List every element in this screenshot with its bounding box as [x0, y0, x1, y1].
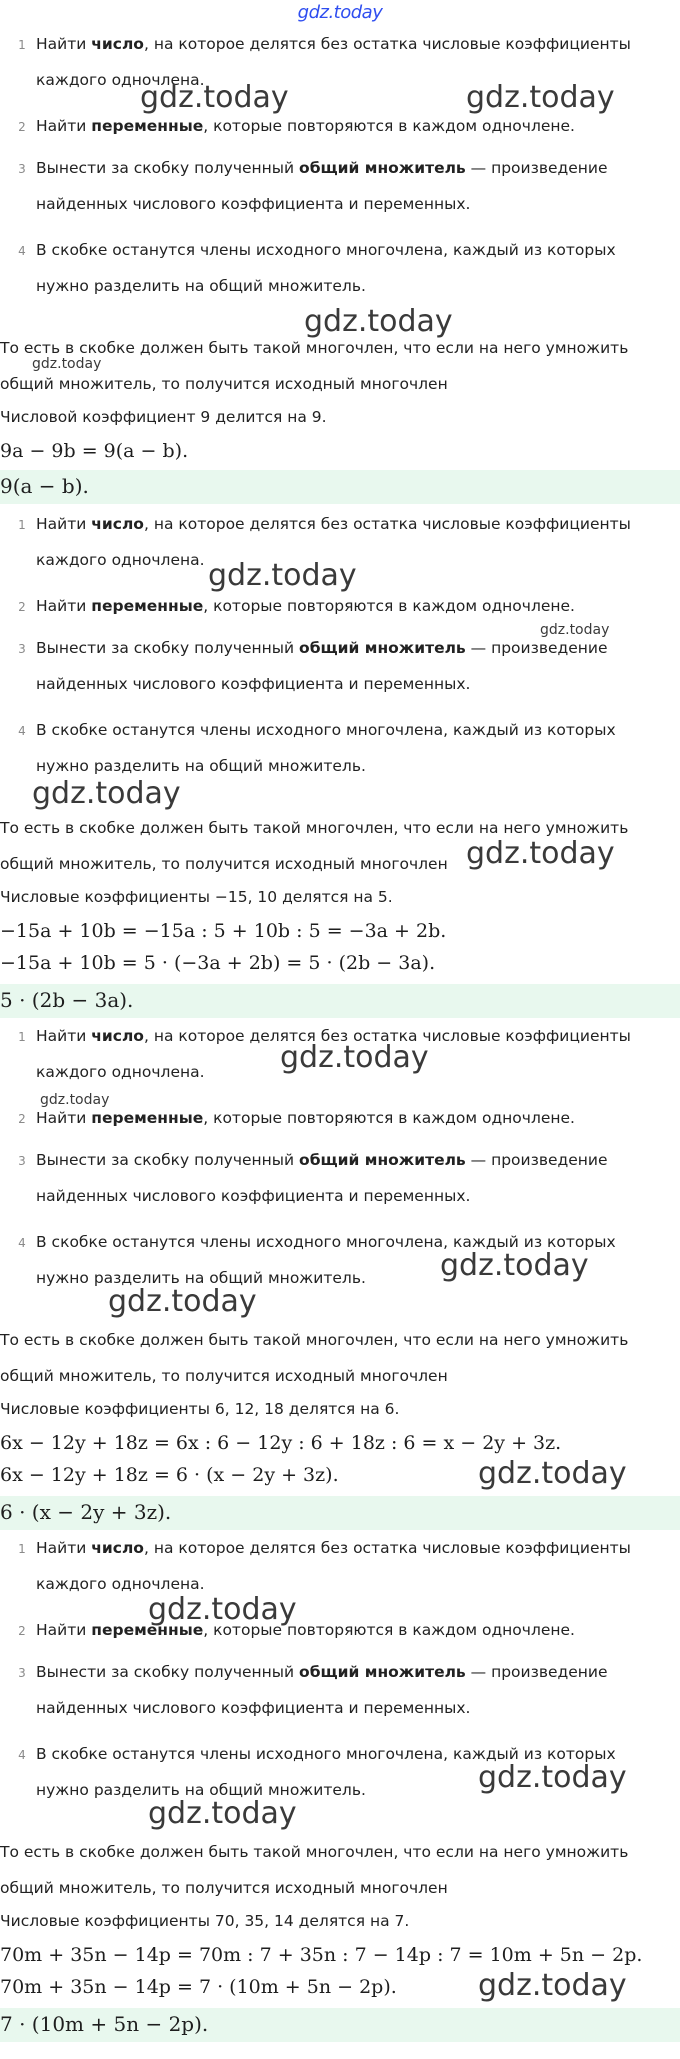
watermark: gdz.today [440, 1248, 589, 1283]
answer-box [0, 984, 680, 1018]
watermark: gdz.today [108, 1284, 257, 1319]
coefficient-text: Числовые коэффициенты −15, 10 делятся на 5. [0, 888, 393, 906]
step-text: Найти число, на которое делятся без остатка числовые коэффициенты каждого одночлена. [36, 1539, 631, 1593]
step-text: Найти число, на которое делятся без остатка числовые коэффициенты каждого одночлена. [36, 1027, 631, 1081]
step-number: 4 [18, 724, 26, 738]
step-number: 3 [18, 642, 26, 656]
coefficient-text: Числовые коэффициенты 6, 12, 18 делятся на 6. [0, 1400, 400, 1418]
explanation-text: То есть в скобке должен быть такой многочлен, что если на него умножить общий множитель, то получится исходный многочлен [0, 1331, 629, 1385]
watermark: gdz.today [478, 1760, 627, 1795]
watermark: gdz.today [40, 1092, 110, 1108]
step-text: Найти число, на которое делятся без остатка числовые коэффициенты каждого одночлена. [36, 35, 631, 89]
math-line: 6x − 12y + 18z = 6x : 6 − 12y : 6 + 18z : 6 = x − 2y + 3z. [0, 1432, 562, 1454]
watermark: gdz.today [304, 304, 453, 339]
step-text: Найти переменные, которые повторяются в каждом одночлене. [36, 117, 575, 135]
math-line: −15a + 10b = −15a : 5 + 10b : 5 = −3a + 2b. [0, 920, 447, 942]
step-text: Вынести за скобку полученный общий множитель — произведение найденных числового коэффициента и переменных. [36, 639, 608, 693]
watermark: gdz.today [540, 622, 610, 638]
answer-text: 9(a − b). [0, 474, 89, 498]
step-number: 2 [18, 600, 26, 614]
step-number: 4 [18, 244, 26, 258]
step-text: В скобке останутся члены исходного многочлена, каждый из которых нужно разделить на общий множитель. [36, 1745, 616, 1799]
step-number: 1 [18, 518, 26, 532]
answer-box [0, 1496, 680, 1530]
step-number: 1 [18, 1542, 26, 1556]
watermark: gdz.today [148, 1592, 297, 1627]
step-number: 3 [18, 1666, 26, 1680]
step-number: 3 [18, 162, 26, 176]
step-number: 3 [18, 1154, 26, 1168]
watermark-top: gdz.today [297, 2, 383, 23]
math-line: 70m + 35n − 14p = 7 · (10m + 5n − 2p). [0, 1976, 397, 1998]
watermark: gdz.today [148, 1796, 297, 1831]
watermark: gdz.today [478, 1968, 627, 2003]
step-text: Найти число, на которое делятся без остатка числовые коэффициенты каждого одночлена. [36, 515, 631, 569]
step-text: В скобке останутся члены исходного многочлена, каждый из которых нужно разделить на общий множитель. [36, 241, 616, 295]
watermark: gdz.today [208, 558, 357, 593]
step-text: Вынести за скобку полученный общий множитель — произведение найденных числового коэффициента и переменных. [36, 1663, 608, 1717]
step-number: 1 [18, 38, 26, 52]
step-text: В скобке останутся члены исходного многочлена, каждый из которых нужно разделить на общий множитель. [36, 1233, 616, 1287]
math-line: −15a + 10b = 5 · (−3a + 2b) = 5 · (2b − 3a). [0, 952, 436, 974]
step-text: Вынести за скобку полученный общий множитель — произведение найденных числового коэффициента и переменных. [36, 159, 608, 213]
answer-text: 6 · (x − 2y + 3z). [0, 1500, 172, 1524]
answer-text: 7 · (10m + 5n − 2p). [0, 2012, 209, 2036]
answer-box [0, 2008, 680, 2042]
explanation-text: То есть в скобке должен быть такой многочлен, что если на него умножить общий множитель, то получится исходный многочлен [0, 339, 629, 393]
math-line: 70m + 35n − 14p = 70m : 7 + 35n : 7 − 14p : 7 = 10m + 5n − 2p. [0, 1944, 643, 1966]
step-text: Найти переменные, которые повторяются в каждом одночлене. [36, 1109, 575, 1127]
step-number: 2 [18, 1112, 26, 1126]
step-text: Найти переменные, которые повторяются в каждом одночлене. [36, 1621, 575, 1639]
coefficient-text: Числовые коэффициенты 70, 35, 14 делятся на 7. [0, 1912, 410, 1930]
math-line: 9a − 9b = 9(a − b). [0, 440, 189, 462]
explanation-text: То есть в скобке должен быть такой многочлен, что если на него умножить общий множитель, то получится исходный многочлен [0, 819, 629, 873]
answer-text: 5 · (2b − 3a). [0, 988, 134, 1012]
coefficient-text: Числовой коэффициент 9 делится на 9. [0, 408, 327, 426]
step-text: Вынести за скобку полученный общий множитель — произведение найденных числового коэффициента и переменных. [36, 1151, 608, 1205]
watermark: gdz.today [280, 1040, 429, 1075]
step-number: 1 [18, 1030, 26, 1044]
watermark: gdz.today [140, 80, 289, 115]
answer-box [0, 470, 680, 504]
watermark: gdz.today [466, 80, 615, 115]
step-text: Найти переменные, которые повторяются в каждом одночлене. [36, 597, 575, 615]
step-number: 4 [18, 1748, 26, 1762]
explanation-text: То есть в скобке должен быть такой многочлен, что если на него умножить общий множитель, то получится исходный многочлен [0, 1843, 629, 1897]
watermark: gdz.today [32, 356, 102, 372]
step-number: 4 [18, 1236, 26, 1250]
watermark: gdz.today [478, 1456, 627, 1491]
step-number: 2 [18, 1624, 26, 1638]
step-text: В скобке останутся члены исходного многочлена, каждый из которых нужно разделить на общий множитель. [36, 721, 616, 775]
step-number: 2 [18, 120, 26, 134]
math-line: 6x − 12y + 18z = 6 · (x − 2y + 3z). [0, 1464, 339, 1486]
watermark: gdz.today [32, 776, 181, 811]
watermark: gdz.today [466, 836, 615, 871]
